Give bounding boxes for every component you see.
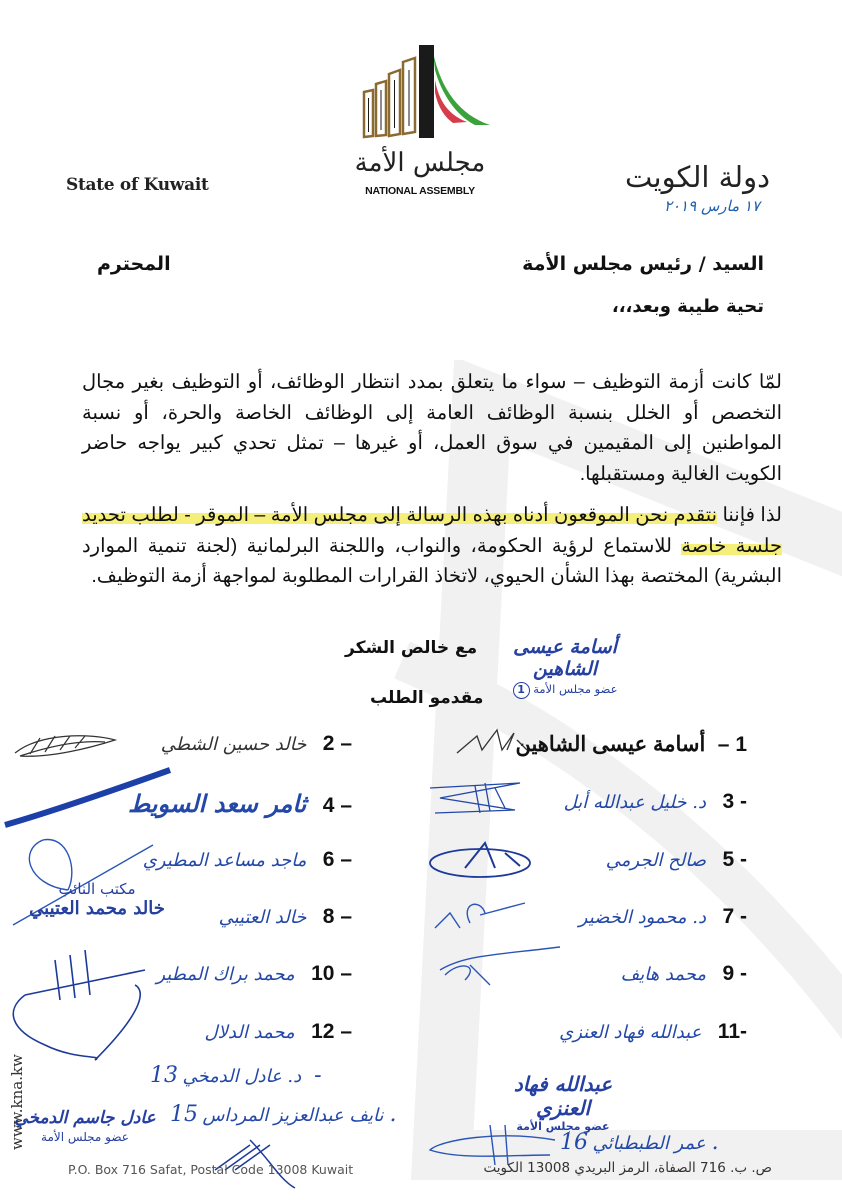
handwritten-date: ١٧ مارس ٢٠١٩ [663, 197, 760, 215]
damkhi-stamp-name: عادل جاسم الدمخي [14, 1108, 156, 1128]
signatory-name: محمد الدلال [204, 1022, 295, 1043]
signatory-name: خالد العتيبي [218, 907, 307, 928]
signatory-row-13 [150, 1063, 322, 1088]
signatory-name: محمد براك المطير [156, 964, 295, 985]
paragraph-2-rest: للاستماع لرؤية الحكومة، والنواب، واللجنة البرلمانية (لجنة تنمية الموارد البشرية) المختصة بهذا الشأن الحيوي، لاتخاذ القرارات المطلوبة لمواجهة أزمة التوظيف. [82, 534, 782, 587]
signatory-number: -11 [717, 1020, 747, 1043]
signatory-row-8 [219, 905, 352, 929]
signatory-number: – 4 [322, 794, 352, 817]
office-stamp [12, 880, 182, 919]
signatory-number: - 7 [722, 905, 747, 928]
signature-9-icon [435, 945, 565, 995]
signatory-name: ماجد مساعد المطيري [142, 850, 307, 871]
signatory-name: د. محمود الخضير [578, 907, 707, 928]
closing-thanks: مع خالص الشكر [345, 638, 478, 658]
signatory-number: 1 – [717, 733, 747, 756]
signature-7-icon [430, 893, 530, 933]
signatory-name: د. خليل عبدالله أبل [563, 792, 707, 813]
stamp-number-badge: 1 [513, 682, 530, 699]
logo-english-name: NATIONAL ASSEMBLY [365, 185, 475, 197]
signature-2-icon [10, 728, 120, 764]
signatory-row-12 [205, 1020, 352, 1044]
signature-5-icon [425, 838, 540, 883]
office-stamp-name: خالد محمد العتيبي [29, 898, 165, 919]
signatory-name: صالح الجرمي [605, 850, 707, 871]
footer-address-arabic: ص. ب. 716 الصفاة، الرمز البريدي 13008 الكويت [483, 1160, 772, 1176]
national-assembly-logo [345, 30, 495, 200]
signatory-number: - 3 [722, 790, 747, 813]
primary-signatory-stamp [500, 636, 630, 699]
highlighted-request: نتقدم نحن الموقعون أدناه بهذه الرسالة إلى مجلس الأمة – الموقر - لطلب تحديد جلسة خاصة [82, 504, 782, 557]
body-paragraph-1: لمّا كانت أزمة التوظيف – سواء ما يتعلق بمدد انتظار الوظائف، أو التوظيف بغير مجال التخصص أو الخلل بنسبة الوظائف العامة إلى الوظائف الخاصة والحرة، أو نسبة المواطنين إلى المقيمين في سوق العمل، أو غيرها – تمثل تحدي كبير يواجه حاضر الكويت الغالية ومستقبلها. [82, 371, 782, 485]
signature-3-icon [425, 778, 525, 828]
signature-1-icon [452, 728, 532, 758]
signatory-number: 13 - [150, 1063, 322, 1088]
signatory-name: أسامة عيسى الشاهين [515, 733, 706, 756]
signatory-row-6 [143, 848, 352, 872]
submitters-heading: مقدمو الطلب [370, 688, 484, 708]
signatory-row-5 [606, 848, 747, 872]
anazi-stamp [488, 1072, 638, 1133]
signatory-row-10 [156, 962, 352, 986]
paragraph-2-lead: لذا فإننا [717, 504, 782, 526]
signatory-number: – 2 [322, 732, 352, 755]
signatory-row-11 [559, 1020, 747, 1044]
signatory-number: 15. [170, 1102, 397, 1127]
signatory-number: – 6 [322, 848, 352, 871]
signatory-row-2 [161, 732, 352, 756]
assembly-emblem-icon [345, 30, 495, 150]
state-name-english: State of Kuwait [66, 175, 209, 195]
anazi-stamp-title: عضو مجلس الأمة [516, 1120, 610, 1133]
signatory-name: عبدالله فهاد العنزي [559, 1022, 702, 1043]
addressee: السيد / رئيس مجلس الأمة [522, 253, 764, 275]
side-website-url: www.kna.kw [8, 1054, 26, 1150]
signature-10-icon [5, 950, 165, 1100]
stamp-title: عضو مجلس الأمة 1 [500, 682, 630, 699]
footer-address-english: P.O. Box 716 Safat, Postal Code 13008 Kuwait [68, 1162, 354, 1177]
damkhi-stamp-title: عضو مجلس الأمة [41, 1130, 129, 1144]
signatory-row-16 [560, 1130, 719, 1155]
signature-15-icon [210, 1130, 310, 1190]
signatory-name: محمد هايف [620, 964, 707, 985]
signatory-number: – 12 [311, 1020, 352, 1043]
signatory-name: د. عادل الدمخي [182, 1066, 302, 1087]
state-name-arabic: دولة الكويت [625, 160, 770, 194]
signatory-row-7 [579, 905, 747, 929]
signatory-number: – 8 [322, 905, 352, 928]
signatory-name: نايف عبدالعزيز المرداس [202, 1105, 384, 1126]
signatory-name: ثامر سعد السويط [128, 789, 307, 818]
honorific: المحترم [97, 253, 171, 275]
signatory-number: – 10 [311, 962, 352, 985]
office-stamp-line: مكتب النائب [58, 880, 136, 898]
signatory-name: عمر الطبطبائي [592, 1133, 706, 1154]
greeting: تحية طيبة وبعد،،، [611, 296, 764, 317]
anazi-stamp-name: عبدالله فهاد العنزي [513, 1072, 613, 1120]
signatory-row-1 [515, 732, 747, 757]
body-paragraph-2 [82, 500, 782, 592]
signatory-row-3 [564, 790, 747, 814]
signatory-row-9 [621, 962, 747, 986]
damkhi-stamp [10, 1108, 160, 1144]
signature-4-icon [0, 760, 180, 840]
signatory-number: - 5 [722, 848, 747, 871]
signatory-number: - 9 [722, 962, 747, 985]
signatory-name: خالد حسين الشطي [160, 734, 307, 755]
signatory-row-15 [170, 1102, 397, 1127]
logo-arabic-name: مجلس الأمة [354, 148, 486, 178]
stamp-name: أسامة عيسى الشاهين [513, 636, 617, 680]
signatory-number: 16. [560, 1130, 719, 1155]
